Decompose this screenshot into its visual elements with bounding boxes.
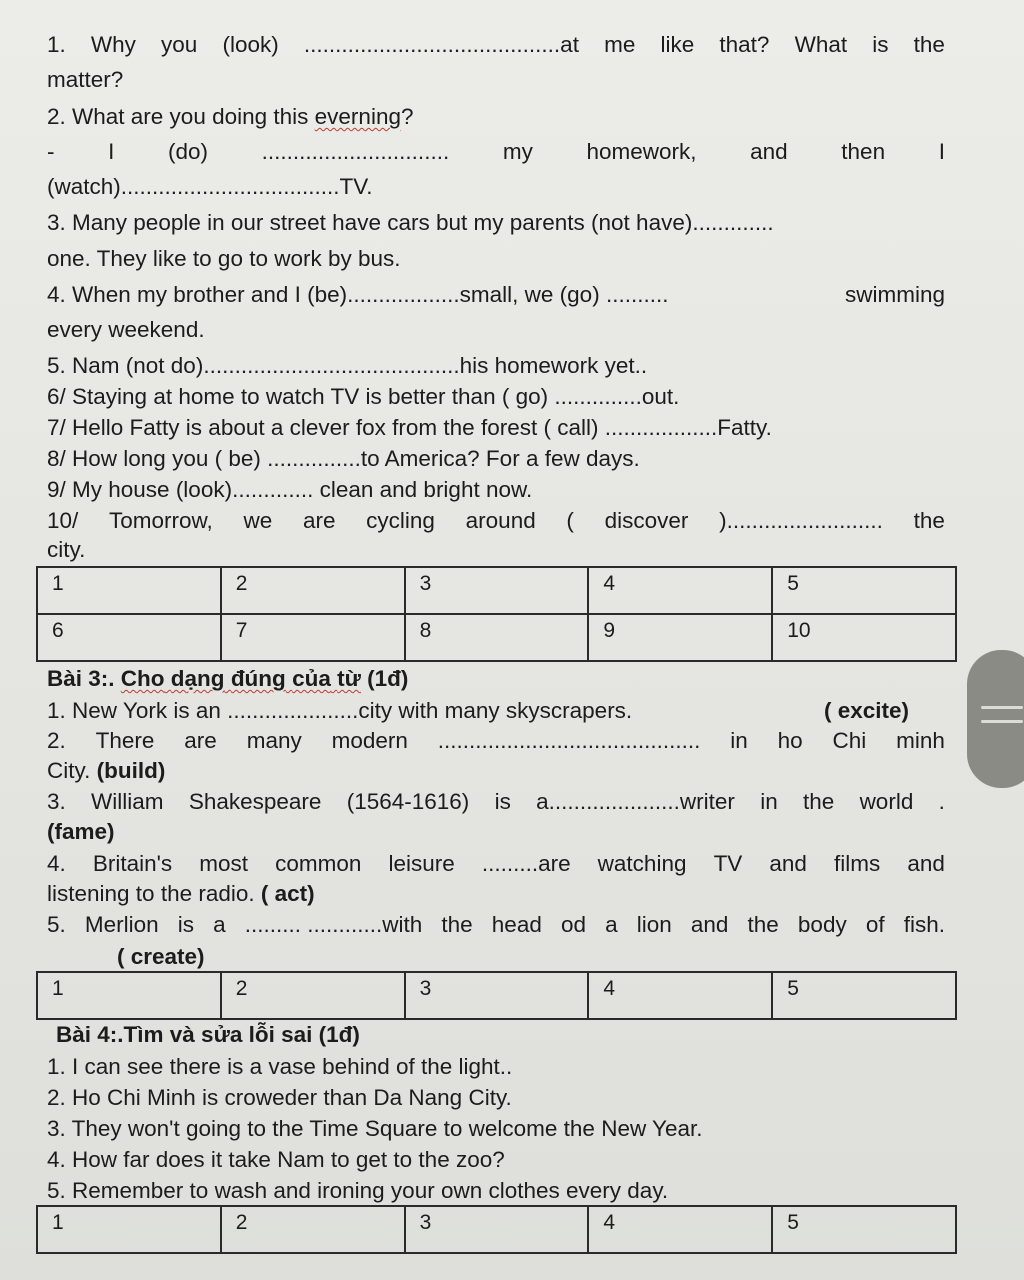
word: and: [690, 912, 729, 937]
ex2-question-2-line3: (watch)...................................TV.: [47, 174, 373, 199]
word: Chi: [832, 728, 867, 753]
word: 10/: [47, 508, 79, 533]
word: the: [441, 912, 473, 937]
ex4-question-4: 4. How far does it take Nam to get to the zoo?: [47, 1147, 505, 1172]
ex2-question-2-line2: [47, 138, 945, 166]
word: Tomorrow,: [108, 508, 213, 533]
ex3-question-4-line2: [47, 880, 315, 908]
word: William: [91, 789, 164, 814]
word: like: [660, 32, 695, 57]
ex2-question-6: 6/ Staying at home to watch TV is better than ( go) ..............out.: [47, 384, 680, 409]
ex3-q1-text: 1. New York is an .....................city with many skyscrapers.: [47, 698, 633, 723]
ex4-question-5: 5. Remember to wash and ironing your own clothes every day.: [47, 1178, 669, 1203]
word: my: [502, 139, 533, 164]
word: 5.: [47, 912, 66, 937]
word: (1564-1616): [346, 789, 470, 814]
ex3-heading: [47, 665, 408, 693]
answer-cell[interactable]: 6: [37, 614, 221, 661]
ex2-question-4-line2: every weekend.: [47, 317, 205, 342]
word: đúng: [230, 666, 286, 691]
grip-line-icon: [981, 706, 1023, 709]
word: watching: [597, 851, 687, 876]
word: head: [491, 912, 542, 937]
ex2-q2-misspelled-word: everning: [314, 104, 401, 129]
word: 4. When my brother and I (be)..................small, we (go) ..........: [47, 282, 669, 307]
ex2-question-5: 5. Nam (not do).........................................his homework yet..: [47, 353, 648, 378]
ex3-question-5-line1: [47, 911, 945, 939]
word: the: [747, 912, 779, 937]
answer-cell[interactable]: 8: [405, 614, 589, 661]
word: and: [769, 851, 807, 876]
ex2-question-3-line1: 3. Many people in our street have cars but my parents (not have).............: [47, 210, 774, 235]
scroll-handle[interactable]: [967, 650, 1024, 788]
word: is: [872, 32, 889, 57]
word: 1.: [47, 32, 66, 57]
ex4-question-1: 1. I can see there is a vase behind of the light..: [47, 1054, 513, 1079]
word: of: [865, 912, 885, 937]
word: Merlion: [84, 912, 159, 937]
answer-cell[interactable]: 5: [772, 1206, 956, 1253]
word: Why: [90, 32, 136, 57]
word: dạng: [170, 666, 225, 691]
table-row: [37, 567, 956, 614]
word: Britain's: [92, 851, 173, 876]
word: a: [213, 912, 226, 937]
word: common: [275, 851, 362, 876]
word: There: [95, 728, 155, 753]
ex4-heading: Bài 4:.Tìm và sửa lỗi sai (1đ): [56, 1022, 360, 1047]
answer-cell[interactable]: 5: [772, 972, 956, 1019]
word: ..........................................: [437, 728, 701, 753]
ex3-q2-text: City.: [47, 758, 97, 783]
word: then: [841, 139, 886, 164]
ex3-q4-text: listening to the radio.: [47, 881, 261, 906]
word: swimming: [844, 282, 945, 307]
word: fish.: [903, 912, 945, 937]
ex2-question-3-line2: one. They like to go to work by bus.: [47, 246, 401, 271]
word: discover: [604, 508, 689, 533]
word: minh: [896, 728, 945, 753]
word: world: [859, 789, 914, 814]
grip-line-icon: [981, 720, 1023, 723]
word: in: [730, 728, 748, 753]
ex3-question-3-line1: [47, 788, 945, 816]
word: most: [199, 851, 249, 876]
word: modern: [331, 728, 408, 753]
word: (: [566, 508, 574, 533]
word: are: [302, 508, 336, 533]
word: .........................................at: [303, 32, 579, 57]
word: Shakespeare: [188, 789, 322, 814]
word: lion: [636, 912, 672, 937]
ex2-q2-text: 2. What are you doing this: [47, 104, 315, 129]
word: and: [907, 851, 945, 876]
word: od: [560, 912, 586, 937]
word: của: [292, 666, 331, 691]
ex4-question-2: 2. Ho Chi Minh is croweder than Da Nang City.: [47, 1085, 512, 1110]
word: films: [834, 851, 881, 876]
ex3-q2-hint: (build): [96, 758, 166, 783]
answer-cell[interactable]: 4: [588, 567, 772, 614]
word: (look): [222, 32, 279, 57]
answer-cell[interactable]: 2: [221, 567, 405, 614]
ex2-question-10-line2: city.: [47, 537, 86, 562]
ex3-q3-hint: (fame): [47, 819, 115, 844]
ex3-q5-hint: ( create): [117, 944, 205, 969]
answer-cell[interactable]: 9: [588, 614, 772, 661]
word: that?: [719, 32, 770, 57]
word: ..............................: [261, 139, 450, 164]
word: a.....................writer: [536, 789, 735, 814]
ex3-answer-table: [36, 971, 957, 1020]
ex3-question-1: [47, 697, 909, 725]
word: TV: [713, 851, 743, 876]
word: homework,: [586, 139, 697, 164]
word: is: [494, 789, 511, 814]
table-row: [37, 1206, 956, 1253]
ex3-question-2-line2: [47, 757, 165, 785]
word: me: [604, 32, 636, 57]
answer-cell[interactable]: 5: [772, 567, 956, 614]
word: the: [913, 508, 945, 533]
ex2-question-4-line1: [47, 281, 945, 309]
answer-cell[interactable]: 10: [772, 614, 956, 661]
ex3-question-4-line1: [47, 850, 945, 878]
ex4-question-3: 3. They won't going to the Time Square to welcome the New Year.: [47, 1116, 703, 1141]
word: I: [108, 139, 115, 164]
word: ho: [777, 728, 803, 753]
answer-cell[interactable]: 3: [405, 972, 589, 1019]
table-row: [37, 972, 956, 1019]
answer-cell[interactable]: 1: [37, 972, 221, 1019]
ex2-question-2-line1: [47, 103, 413, 131]
word: Cho: [120, 666, 165, 691]
ex2-question-1-line2: matter?: [47, 67, 124, 92]
answer-cell[interactable]: 4: [588, 972, 772, 1019]
word: in: [760, 789, 778, 814]
word: leisure: [388, 851, 455, 876]
answer-cell[interactable]: 1: [37, 1206, 221, 1253]
word: 2.: [47, 728, 66, 753]
answer-cell[interactable]: 2: [221, 972, 405, 1019]
word: 3.: [47, 789, 66, 814]
answer-cell[interactable]: 1: [37, 567, 221, 614]
table-row: [37, 614, 956, 661]
ex4-answer-table: [36, 1205, 957, 1254]
answer-cell[interactable]: 3: [405, 1206, 589, 1253]
answer-cell[interactable]: 2: [221, 1206, 405, 1253]
answer-cell[interactable]: 3: [405, 567, 589, 614]
word: a: [605, 912, 618, 937]
word: are: [184, 728, 217, 753]
word: you: [161, 32, 198, 57]
word: around: [465, 508, 536, 533]
word: .........are: [481, 851, 571, 876]
ex2-question-8: 8/ How long you ( be) ...............to America? For a few days.: [47, 446, 640, 471]
word: and: [750, 139, 788, 164]
word: the: [803, 789, 835, 814]
word: -: [47, 139, 55, 164]
ex2-question-9: 9/ My house (look)............. clean and bright now.: [47, 477, 533, 502]
ex3-q4-hint: ( act): [260, 881, 315, 906]
ex2-question-7: 7/ Hello Fatty is about a clever fox from the forest ( call) ..................Fatty.: [47, 415, 772, 440]
word: ).........................: [719, 508, 883, 533]
word: (do): [168, 139, 209, 164]
ex3-heading-points: (1đ): [360, 666, 409, 691]
ex3-question-2-line1: [47, 727, 945, 755]
word: ......... ............with: [244, 912, 423, 937]
ex2-question-10-line1: [47, 507, 945, 535]
ex3-q1-hint: ( excite): [823, 698, 909, 723]
word: is: [177, 912, 195, 937]
word: What: [794, 32, 848, 57]
ex2-question-1-line1: [47, 31, 945, 59]
word: we: [243, 508, 273, 533]
ex2-q2-punct: ?: [400, 104, 414, 129]
word: 4.: [47, 851, 66, 876]
answer-cell[interactable]: 7: [221, 614, 405, 661]
word: the: [913, 32, 945, 57]
word: cycling: [366, 508, 435, 533]
ex3-heading-label: Bài 3:.: [47, 666, 121, 691]
ex3-heading-instruction: [121, 666, 361, 691]
word: .: [938, 789, 945, 814]
word: I: [938, 139, 945, 164]
word: từ: [337, 666, 361, 691]
answer-cell[interactable]: 4: [588, 1206, 772, 1253]
ex2-answer-table: [36, 566, 957, 662]
word: body: [797, 912, 847, 937]
word: many: [246, 728, 302, 753]
